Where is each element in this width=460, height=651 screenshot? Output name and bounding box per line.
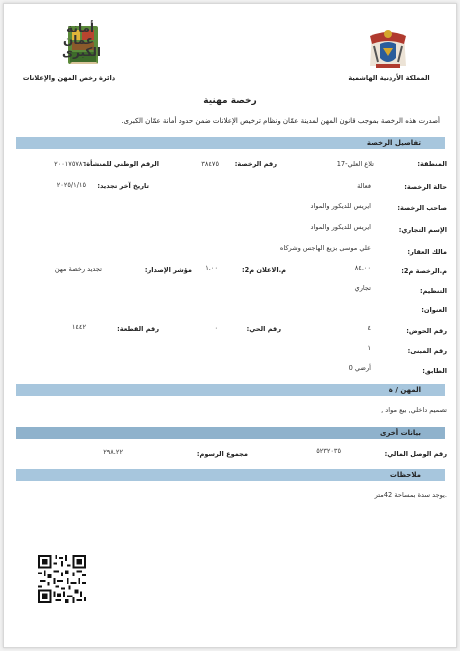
status-value: فعالة (357, 182, 371, 190)
license-number-value: ٣٨٤٧٥ (201, 160, 219, 168)
intro-text: أصدرت هذه الرخصة بموجب قانون المهن لمدينة عمّان ونظام ترخيص الإعلانات ضمن حدود أمانة عمّان الكبرى. (121, 117, 440, 125)
owner-label: صاحب الرخصة: (397, 204, 447, 212)
region-label: المنطقة: (417, 160, 447, 168)
zoning-label: التنظيم: (419, 287, 447, 295)
trade-name-value: ايريس للديكور والمواد (310, 223, 371, 231)
building-number-value: ١ (367, 344, 371, 352)
ad-area-label: م.الاعلان م2: (241, 266, 286, 274)
brand-name-line2: عمان (63, 33, 94, 47)
qr-code-icon (38, 555, 86, 603)
license-area-label: م.الرخصة م2: (401, 267, 447, 275)
property-owner-value: علي موسى بزيع الهاجس وشركاه (279, 244, 371, 252)
brand-name-line3: الكبرى (62, 45, 101, 59)
floor-label: الطابق: (422, 367, 447, 375)
national-number-label: الرقم الوطني للمنشأة: (83, 160, 159, 168)
total-fees-value: ٢٩٨.٢٢ (103, 448, 123, 456)
section-other-data: بيانات أخرى (16, 427, 445, 439)
department-name: دائرة رخص المهن والإعلانات (22, 74, 116, 82)
national-number-value: ٢٠٠١٧٥٧٨٦ (54, 160, 86, 168)
total-fees-label: مجموع الرسوم: (196, 450, 248, 458)
section-professions: المهن / ة (16, 384, 445, 396)
zoning-value: تجاري (354, 284, 371, 292)
ad-area-value: ١.٠٠ (205, 264, 218, 272)
section-license-details: تفاصيل الرخصة (16, 137, 445, 149)
region-value: تلاع العلي-17 (336, 160, 374, 168)
kingdom-name: المملكة الأردنية الهاشمية (348, 74, 430, 82)
status-label: حالة الرخصة: (404, 183, 447, 191)
notes-value: .يوجد سدة بمساحة 42متر (374, 491, 447, 499)
floor-value: أرضي 0 (348, 364, 371, 372)
last-renewal-label: تاريخ آخر تجديد: (97, 182, 149, 190)
jordan-emblem-icon (366, 26, 410, 72)
trade-name-label: الإسم التجاري: (398, 226, 447, 234)
brand-name-line1: أمانة (66, 21, 94, 35)
building-number-label: رقم المبنى: (407, 347, 447, 355)
document-title: رخصة مهنية (203, 96, 257, 106)
basin-number-label: رقم الحوض: (406, 327, 447, 335)
last-renewal-value: ٢٠٢٥/١/١٥ (56, 181, 86, 189)
district-number-value: ٠ (214, 324, 218, 332)
plot-number-label: رقم القطعة: (117, 325, 159, 333)
property-owner-label: مالك العقار: (407, 248, 447, 256)
receipt-number-value: ٥٢٣٢٠٣٥ (316, 447, 341, 455)
license-area-value: ٨٤.٠٠ (354, 264, 371, 272)
issue-indicator-value: تجديد رخصة مهن (54, 265, 102, 273)
section-notes: ملاحظات (16, 469, 445, 481)
license-document (3, 3, 457, 648)
plot-number-value: ١٤٤٢ (71, 323, 86, 331)
professions-value: تصميم داخلي, بيع مواد , (381, 406, 447, 414)
address-label: العنوان: (421, 306, 447, 314)
license-number-label: رقم الرخصة: (234, 160, 277, 168)
basin-number-value: ٤ (367, 324, 371, 332)
receipt-number-label: رقم الوصل المالي: (384, 450, 447, 458)
owner-value: ايريس للديكور والمواد (310, 202, 371, 210)
district-number-label: رقم الحي: (246, 325, 281, 333)
issue-indicator-label: مؤشر الإصدار: (144, 266, 192, 274)
